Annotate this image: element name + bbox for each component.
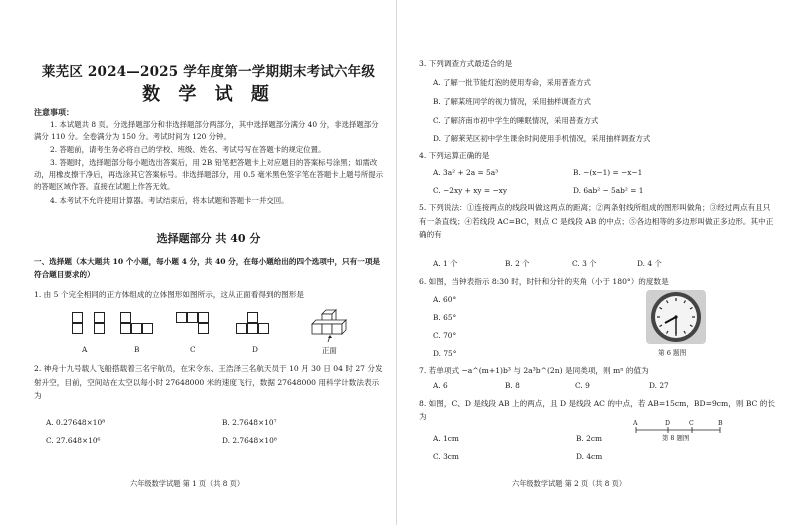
question-6: 6. 如图，当钟表指示 8:30 时，时针和分针的夹角（小于 180°）的度数是 (419, 277, 669, 286)
q1-option-a-figure (72, 312, 106, 334)
note-4: 4. 本考试不允许使用计算器。考试结束后，将本试题和答题卡一并交回。 (50, 196, 289, 205)
q8-option-b[interactable]: B. 2cm (576, 434, 602, 443)
q1-option-b-figure (120, 312, 154, 334)
q2-option-d[interactable]: D. 2.7648×10⁸ (222, 436, 277, 445)
point-b-label: B (718, 420, 723, 427)
q1-solid-figure (308, 302, 358, 346)
q2-option-a[interactable]: A. 0.27648×10⁸ (46, 418, 106, 427)
q4-option-c[interactable]: C. −2xy + xy = −xy (433, 186, 507, 195)
q8-option-a[interactable]: A. 1cm (433, 434, 459, 443)
part-intro: 一、选择题（本大题共 10 个小题，每小题 4 分，共 40 分，在每小题给出的四个选项中，只有一项是符合题目要求的） (34, 257, 381, 279)
q6-option-a[interactable]: A. 60° (433, 295, 457, 304)
page-2-footer: 六年级数学试题 第 2 页（共 8 页） (512, 479, 627, 488)
q4-option-b[interactable]: B. −(x−1) = −x−1 (573, 168, 643, 177)
question-8: 8. 如图，C、D 是线段 AB 上的两点，且 D 是线段 AC 的中点，若 AB=15cm，BD=9cm，则 BC 的长为 (419, 399, 775, 421)
note-3: 3. 答题时，选择题部分每小题选出答案后，用 2B 铅笔把答题卡上对应题目的答案标号涂黑；如需改动，用橡皮擦干净后，再选涂其它答案标号。非选择题部分，用 0.5 毫米黑色签字笔在答题卡上题号所提示的答题区域作答。直接在试题上作答无效。 (34, 158, 384, 192)
q1-figure-label: 正面 (322, 346, 337, 355)
q6-option-d[interactable]: D. 75° (433, 349, 457, 358)
q3-option-d[interactable]: D. 了解莱芜区初中学生课余时间使用手机情况，采用抽样调查方式 (433, 134, 651, 143)
q7-option-d[interactable]: D. 27 (649, 381, 669, 390)
q5-option-b[interactable]: B. 2 个 (505, 259, 530, 268)
q1-option-c-figure (176, 312, 210, 334)
exam-subtitle: 数 学 试 题 (142, 84, 275, 105)
q6-option-c[interactable]: C. 70° (433, 331, 457, 340)
exam-title: 莱芜区 2024—2025 学年度第一学期期末考试六年级 (41, 64, 376, 80)
question-1: 1. 由 5 个完全相同的正方体组成的立体图形如图所示，这从正面看得到的图形是 (34, 290, 304, 299)
notes-title: 注意事项： (34, 107, 74, 117)
q2-option-c[interactable]: C. 27.648×10⁶ (46, 436, 101, 445)
question-4: 4. 下列运算正确的是 (419, 151, 490, 160)
question-7: 7. 若单项式 −a^(m+1)b³ 与 2a³b^(2n) 是同类项，则 mⁿ 的值为 (419, 366, 649, 375)
point-d-label: D (665, 420, 670, 427)
q4-option-a[interactable]: A. 3a² + 2a = 5a³ (433, 168, 499, 177)
page-divider (396, 0, 397, 525)
q4-option-d[interactable]: D. 6ab² − 5ab² = 1 (573, 186, 644, 195)
q1-option-d-figure (236, 312, 270, 334)
q1-option-a-label[interactable]: A (82, 345, 88, 354)
question-3: 3. 下列调查方式最适合的是 (419, 59, 513, 68)
q6-option-b[interactable]: B. 65° (433, 313, 457, 322)
q8-option-c[interactable]: C. 3cm (433, 452, 459, 461)
q3-option-c[interactable]: C. 了解济南市初中学生的睡眠情况，采用普查方式 (433, 116, 599, 125)
q7-option-b[interactable]: B. 8 (505, 381, 520, 390)
q7-option-c[interactable]: C. 9 (575, 381, 590, 390)
q1-option-d-label[interactable]: D (252, 345, 258, 354)
point-a-label: A (633, 420, 638, 427)
q8-figure-caption: 第 8 题图 (662, 434, 690, 442)
q1-option-b-label[interactable]: B (134, 345, 140, 354)
q2-option-b[interactable]: B. 2.7648×10⁷ (222, 418, 277, 427)
q5-option-d[interactable]: D. 4 个 (637, 259, 662, 268)
page-1-footer: 六年级数学试题 第 1 页（共 8 页） (130, 479, 245, 488)
note-2: 2. 答题前，请考生务必将自己的学校、班级、姓名、考试号写在答题卡的规定位置。 (50, 145, 326, 154)
q3-option-a[interactable]: A. 了解一批节能灯泡的使用寿命，采用普查方式 (433, 78, 591, 87)
question-2: 2. 神舟十九号载人飞船搭载着三名宇航员，在宋令东、王浩泽三名航天员于 10 月 30 日 04 时 27 分发射升空，目前，空间站在太空以每小时 27648000 米的速度飞行，数据 27648000 用科学计数法表示为 (34, 364, 383, 400)
section-title: 选择题部分 共 40 分 (156, 232, 261, 245)
note-1: 1. 本试题共 8 页。分选择题部分和非选择题部分两部分，其中选择题部分满分 40 分，非选择题部分满分 110 分。全卷满分为 150 分。考试时间为 120 分钟。 (34, 120, 379, 142)
q5-option-a[interactable]: A. 1 个 (433, 259, 458, 268)
q8-option-d[interactable]: D. 4cm (576, 452, 603, 461)
q1-option-c-label[interactable]: C (190, 345, 196, 354)
q5-option-c[interactable]: C. 3 个 (572, 259, 597, 268)
point-c-label: C (689, 420, 694, 427)
q3-option-b[interactable]: B. 了解某班同学的视力情况，采用抽样调查方式 (433, 97, 591, 106)
q7-option-a[interactable]: A. 6 (433, 381, 448, 390)
clock-figure (644, 290, 708, 344)
question-5: 5. 下列说法：①连接两点的线段叫做这两点的距离；②两条射线所组成的图形叫做角；③经过两点有且只有一条直线；④若线段 AC=BC，则点 C 是线段 AB 的中点；⑤各边相等的多边形叫做正多边形。其中正确的有 (419, 203, 774, 239)
q6-figure-caption: 第 6 题图 (658, 349, 687, 357)
